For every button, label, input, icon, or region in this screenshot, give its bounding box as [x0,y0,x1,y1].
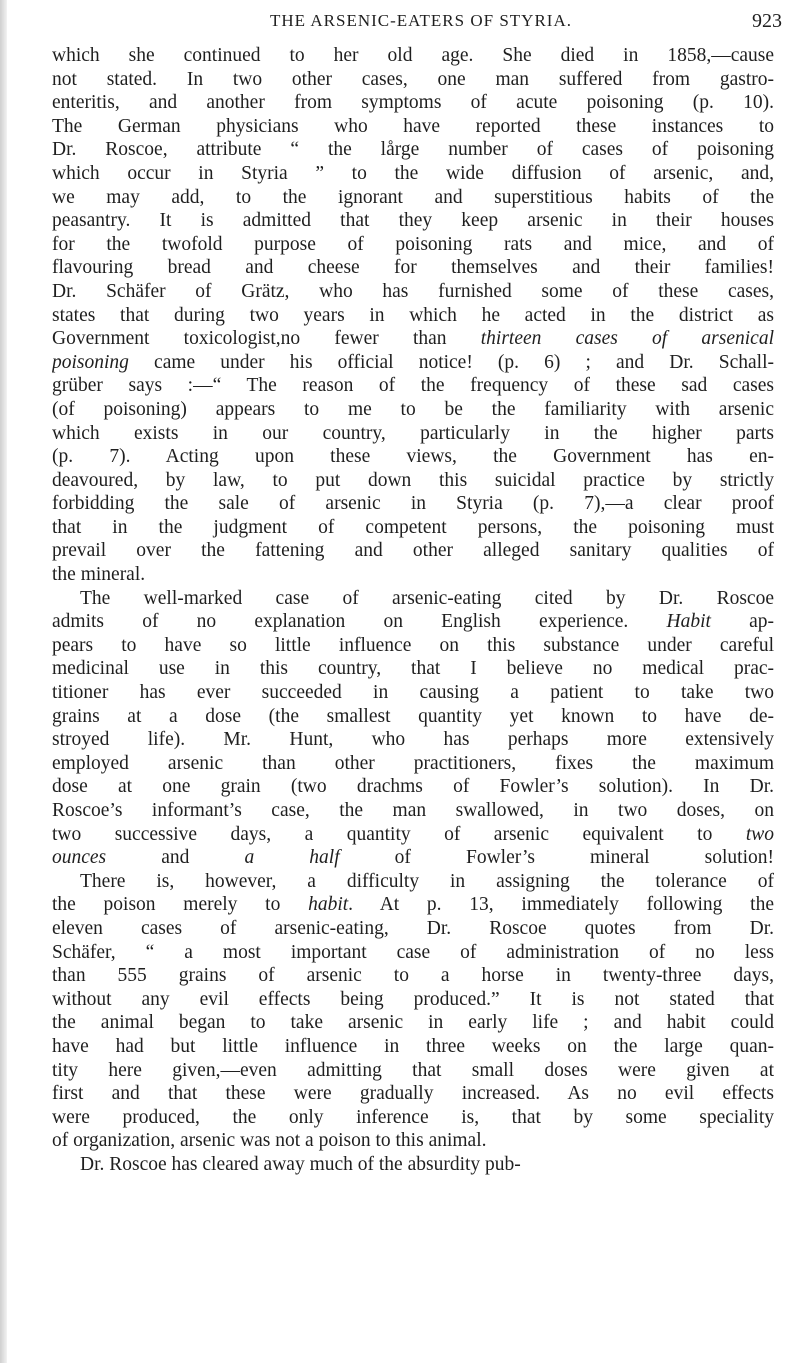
page-number: 923 [752,10,782,32]
text-line [52,209,774,233]
text-line [52,893,774,917]
text-line [52,870,774,894]
text-run: prevail over the fattening and other alleged sanitary qualities of [52,540,774,562]
text-run: deavoured, by law, to put down this suicidal practice by strictly [52,469,774,491]
text-line [52,115,774,139]
text-run: Government toxicologist,no fewer than [52,328,481,350]
text-run: eleven cases of arsenic-eating, Dr. Roscoe quotes from Dr. [52,917,774,939]
text-run: employed arsenic than other practitioners, fixes the maximum [52,752,774,774]
text-run: of Fowler’s mineral solution! [339,847,774,869]
page-header [60,6,782,36]
text-line [52,492,774,516]
text-line [52,634,774,658]
text-run: the animal began to take arsenic in early life ; and habit could [52,1012,774,1034]
text-run: that in the judgment of competent persons, the poisoning must [52,516,774,538]
text-line [52,752,774,776]
text-line [52,351,774,375]
text-run: we may add, to the ignorant and superstitious habits of the [52,186,774,208]
text-run: peasantry. It is admitted that they keep arsenic in their houses [52,210,774,232]
text-line [52,469,774,493]
text-run: dose at one grain (two drachms of Fowler’s solution). In Dr. [52,776,774,798]
text-run: not stated. In two other cases, one man suffered from gastro- [52,68,774,90]
text-line [52,162,774,186]
text-line [52,280,774,304]
text-line [52,1011,774,1035]
text-line [52,705,774,729]
text-run: two successive days, a quantity of arsenic equivalent to [52,823,746,845]
text-run: which occur in Styria ” to the wide diffusion of arsenic, and, [52,162,774,184]
text-run: ap- [710,611,774,633]
text-run: of organization, arsenic was not a poison to this animal. [52,1130,487,1152]
text-line [52,964,774,988]
text-line [52,610,774,634]
text-line [52,823,774,847]
text-line [52,233,774,257]
text-line [52,304,774,328]
text-line [52,1035,774,1059]
text-line [52,91,774,115]
text-run: Roscoe’s informant’s case, the man swallowed, in two doses, on [52,800,774,821]
text-line [52,256,774,280]
text-run: the poison merely to [52,894,309,916]
text-line [52,657,774,681]
italic-run: ounces [52,847,107,869]
italic-run: poisoning [52,351,129,373]
italic-run: a half [244,847,340,869]
text-line [52,728,774,752]
italic-run: Habit [666,611,711,633]
text-line [52,1082,774,1106]
text-run: the mineral. [52,564,146,586]
text-run: were produced, the only inference is, that by some speciality [52,1106,774,1128]
text-run: enteritis, and another from symptoms of acute poisoning (p. 10). [52,92,774,114]
text-run: Dr. Schäfer of Grätz, who has furnished some of these cases, [52,280,774,302]
text-line [52,445,774,469]
text-line [52,422,774,446]
text-run: (p. 7). Acting upon these views, the Government has en- [52,446,774,468]
text-run: which exists in our country, particularly in the higher parts [52,422,774,444]
text-line [52,1106,774,1130]
text-run: pears to have so little influence on this substance under careful [52,634,774,656]
text-run: forbidding the sale of arsenic in Styria (p. 7),—a clear proof [52,493,774,515]
text-line [52,68,774,92]
text-run: Dr. Roscoe has cleared away much of the absurdity pub- [80,1153,521,1175]
text-line [52,917,774,941]
text-run: stroyed life). Mr. Hunt, who has perhaps more extensively [52,729,774,751]
italic-run: thirteen cases of arsenical [480,328,774,350]
text-run: The German physicians who have reported these instances to [52,115,774,137]
text-line [52,539,774,563]
text-line [52,681,774,705]
text-line [52,941,774,965]
text-run: (of poisoning) appears to me to be the familiarity with arsenic [52,398,774,420]
text-run: and [106,847,245,869]
body-text [52,44,774,1177]
text-line [52,988,774,1012]
text-line [52,398,774,422]
text-run: Dr. Roscoe, attribute “ the lårge number of cases of poisoning [52,139,774,161]
text-line [52,1129,774,1153]
text-run: flavouring bread and cheese for themselves and their families! [52,257,774,279]
text-run: medicinal use in this country, that I believe no medical prac- [52,658,774,680]
text-line [52,799,774,823]
text-line [52,374,774,398]
text-run: admits of no explanation on English experience. [52,611,667,633]
text-run: The well-marked case of arsenic-eating cited by Dr. Roscoe [80,587,774,609]
text-line [52,327,774,351]
text-line [52,1059,774,1083]
text-run: tity here given,—even admitting that small doses were given at [52,1059,774,1081]
text-run: came under his official notice! (p. 6) ; and Dr. Schall- [128,351,774,373]
text-run: states that during two years in which he acted in the district as [52,304,774,326]
text-line [52,44,774,68]
text-run: for the twofold purpose of poisoning rats and mice, and of [52,233,774,255]
text-run: grains at a dose (the smallest quantity yet known to have de- [52,705,774,727]
text-run: first and that these were gradually increased. As no evil effects [52,1083,774,1105]
text-run: have had but little influence in three weeks on the large quan- [52,1035,774,1057]
text-run: . At p. 13, immediately following the [348,894,774,916]
text-line [52,138,774,162]
text-run: titioner has ever succeeded in causing a patient to take two [52,682,774,704]
text-run: grüber says :—“ The reason of the frequency of these sad cases [52,375,774,397]
text-run: There is, however, a difficulty in assigning the tolerance of [80,870,774,892]
text-line [52,587,774,611]
text-line [52,846,774,870]
text-line [52,563,774,587]
text-run: without any evil effects being produced.” It is not stated that [52,988,774,1010]
running-title: THE ARSENIC-EATERS OF STYRIA. [270,11,572,30]
italic-run: habit [308,894,349,916]
text-line [52,775,774,799]
text-line [52,1153,774,1177]
text-run: than 555 grains of arsenic to a horse in twenty-three days, [52,965,774,987]
binding-edge [0,0,7,1363]
text-line [52,516,774,540]
text-run: which she continued to her old age. She died in 1858,—cause [52,45,774,66]
italic-run: two [745,823,774,845]
text-run: Schäfer, “ a most important case of administration of no less [52,941,774,963]
text-line [52,186,774,210]
